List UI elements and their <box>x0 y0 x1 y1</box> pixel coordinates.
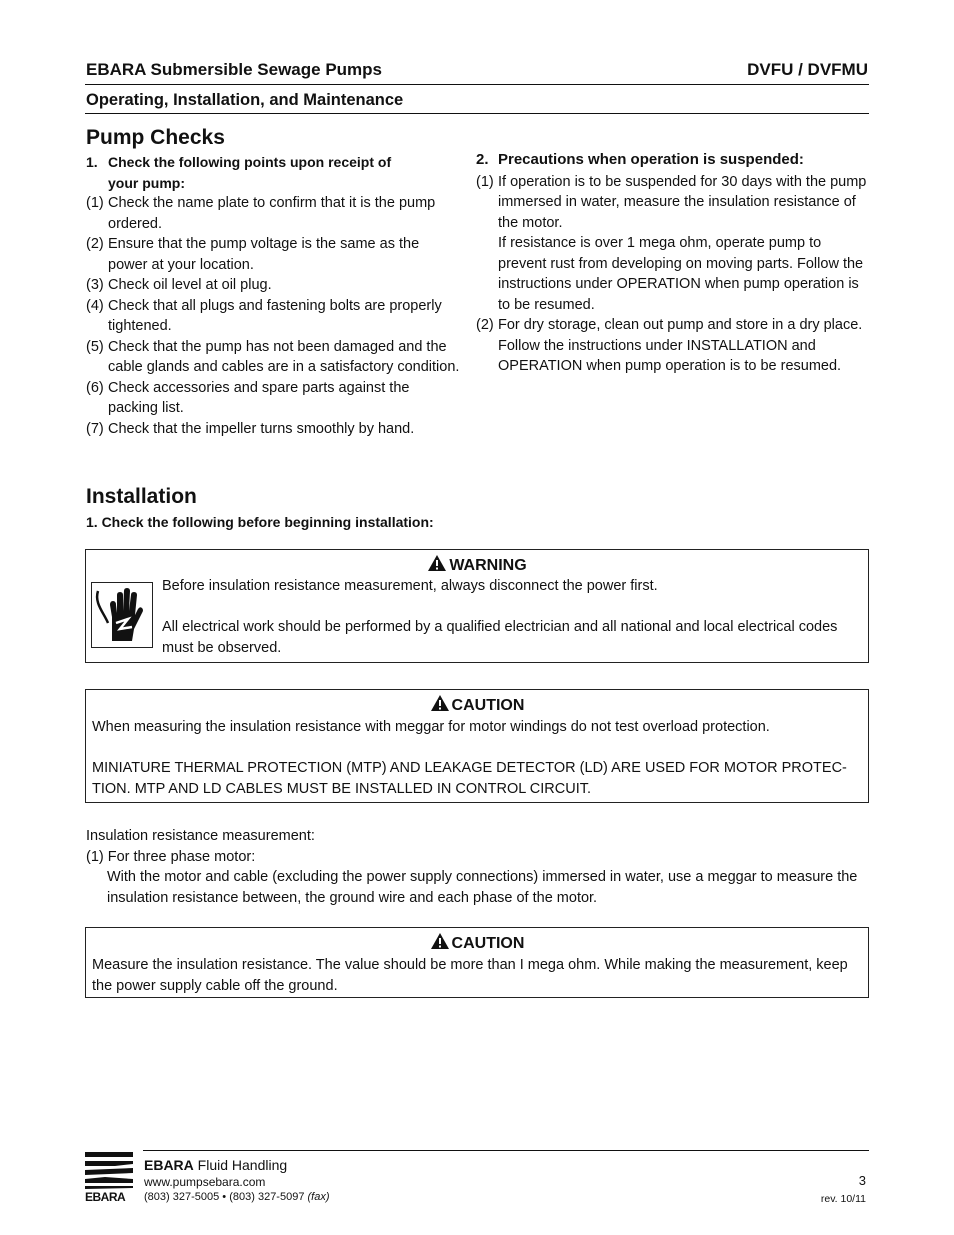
warning-text <box>162 576 862 658</box>
suspension-section <box>476 150 871 377</box>
list-item-number: (5) <box>86 338 104 355</box>
list-item-text: Check that the pump has not been damaged and the cable glands and cables are in a satisfactory condition. <box>108 338 460 375</box>
logo-text: EBARA <box>85 1190 126 1204</box>
list-item <box>476 315 871 377</box>
model-name: DVFU / DVFMU <box>747 60 868 79</box>
list-item-number: (3) <box>86 277 104 293</box>
fax-label: (fax) <box>307 1191 330 1203</box>
list-item-text: Check the name plate to confirm that it is the pump ordered. <box>108 195 436 232</box>
document-title: EBARA Submersible Sewage Pumps <box>86 60 383 79</box>
list-item <box>86 419 461 440</box>
installation-heading: Installation <box>86 485 197 508</box>
footer-rule <box>143 1150 869 1151</box>
list-item <box>86 275 461 296</box>
warning-label: WARNING <box>449 557 527 574</box>
list-item-text: Check that the impeller turns smoothly by hand. <box>108 420 415 437</box>
caution1-line1: When measuring the insulation resistance with meggar for motor windings do not test overload protection. <box>92 719 770 735</box>
caution-label: CAUTION <box>451 935 525 952</box>
footer-website[interactable]: www.pumpsebara.com <box>144 1175 266 1189</box>
revision: rev. 10/11 <box>820 1193 866 1205</box>
step-number: 1. <box>86 154 98 170</box>
warning-line2: All electrical work should be performed by a qualified electrician and all national and local electrical codes must be observed. <box>162 619 838 656</box>
step-title: Precautions when operation is suspended: <box>498 151 804 168</box>
measurement-item-title: (1) For three phase motor: <box>86 848 256 865</box>
check-receipt-title <box>86 152 461 193</box>
list-item-text: For dry storage, clean out pump and store in a dry place. Follow the instructions under INSTALLATION and OPERATION when pump operation is to be resumed. <box>498 317 863 374</box>
list-item <box>86 296 461 337</box>
caution-label: CAUTION <box>451 697 525 714</box>
warning-line1: Before insulation resistance measurement, always disconnect the power first. <box>162 578 658 594</box>
caution-triangle-icon <box>430 932 450 950</box>
measurement-intro: Insulation resistance measurement: <box>86 828 315 844</box>
brand-bold: EBARA <box>144 1157 194 1173</box>
installation-step1: 1. Check the following before beginning installation: <box>86 514 434 530</box>
caution2-text: Measure the insulation resistance. The value should be more than I mega ohm. While making the measurement, keep the power supply cable off the ground. <box>92 957 848 994</box>
list-item-text: Check accessories and spare parts against the packing list. <box>108 379 410 416</box>
list-item <box>86 193 461 234</box>
pump-checks-heading: Pump Checks <box>86 126 225 149</box>
document-subtitle: Operating, Installation, and Maintenance <box>86 91 404 109</box>
page-number: 3 <box>858 1173 866 1188</box>
caution-box-2 <box>85 927 869 998</box>
footer-phone <box>144 1191 330 1203</box>
list-item-number: (1) <box>476 173 494 190</box>
caution-header <box>92 694 862 717</box>
pump-checks-section <box>86 126 461 439</box>
caution-triangle-icon <box>430 694 450 712</box>
warning-triangle-icon <box>427 554 447 572</box>
list-item-text: Ensure that the pump voltage is the same as the power at your location. <box>108 236 420 273</box>
caution1-line2: MINIATURE THERMAL PROTECTION (MTP) AND LEAKAGE DETECTOR (LD) ARE USED FOR MOTOR PROTEC-TION. MTP AND LD CABLES MUST BE INSTALLED IN CONTROL CIRCUIT. <box>92 760 847 797</box>
list-item <box>86 234 461 275</box>
list-item-text: Check that all plugs and fastening bolts are properly tightened. <box>108 297 442 334</box>
warning-header <box>86 554 868 577</box>
fax-number: (803) 327-5097 <box>229 1191 305 1203</box>
ebara-logo <box>85 1152 135 1206</box>
subheader-rule <box>85 113 869 114</box>
electrical-hazard-hand-icon <box>91 582 153 648</box>
list-item-number: (2) <box>476 317 494 333</box>
suspension-title <box>476 150 871 171</box>
list-item <box>86 337 461 378</box>
measurement-item-text: With the motor and cable (excluding the power supply connections) immersed in water, use a meggar to measure the insulation resistance between, the ground wire and each phase of the motor. <box>107 869 858 906</box>
footer-brand <box>144 1157 287 1173</box>
measurement-section <box>86 826 866 908</box>
bullet: • <box>222 1191 227 1203</box>
list-item-text: If operation is to be suspended for 30 days with the pump immersed in water, measure the insulation resistance of the motor. <box>498 173 867 231</box>
suspension-list <box>476 172 871 377</box>
header-rule <box>85 84 869 85</box>
list-item <box>476 172 871 316</box>
list-item-number: (6) <box>86 379 104 396</box>
installation-section <box>86 485 870 533</box>
list-item-extra: If resistance is over 1 mega ohm, operate pump to prevent rust from developing on moving parts. Follow the instructions under OPERATION when pump operation is to be resumed. <box>498 235 864 313</box>
list-item-number: (2) <box>86 236 104 252</box>
step-number: 2. <box>476 151 489 168</box>
step-title-line1: Check the following points upon receipt of <box>108 154 392 170</box>
step-title-line2: your pump: <box>108 174 185 191</box>
receipt-check-list <box>86 193 461 439</box>
list-item-number: (4) <box>86 297 104 314</box>
list-item-text: Check oil level at oil plug. <box>108 277 272 293</box>
caution-header <box>92 932 862 955</box>
caution-box-1 <box>85 689 869 803</box>
brand-rest: Fluid Handling <box>193 1157 288 1173</box>
list-item-number: (1) <box>86 195 104 211</box>
phone-number: (803) 327-5005 <box>144 1191 220 1203</box>
warning-box <box>85 549 869 663</box>
list-item-number: (7) <box>86 420 104 437</box>
list-item <box>86 378 461 419</box>
